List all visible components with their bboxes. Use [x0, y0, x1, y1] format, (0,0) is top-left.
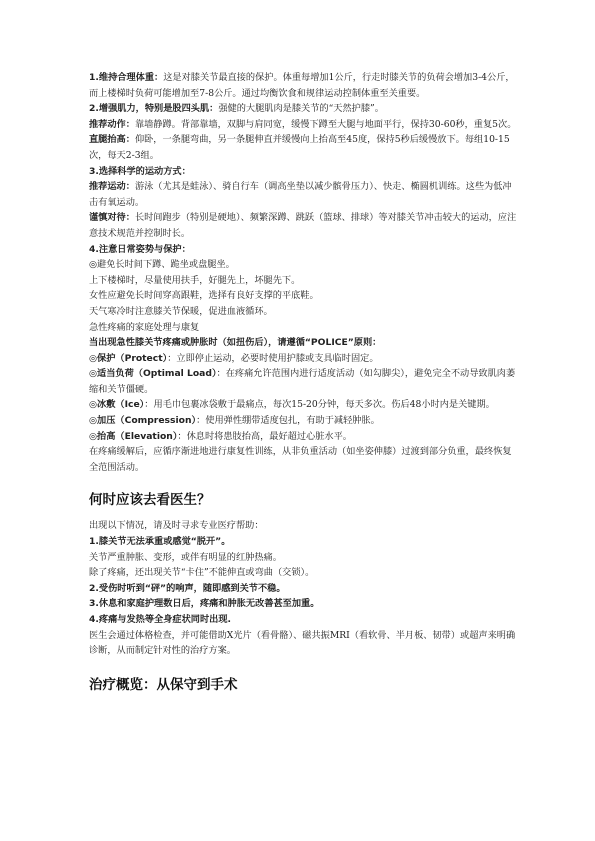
police-item-heading: ◎保护（Protect） [89, 352, 168, 364]
posture-item: 女性应避免长时间穿高跟鞋，选择有良好支撑的平底鞋。 [89, 290, 319, 302]
wall-squat-paragraph [89, 117, 519, 133]
doctor-item-heading: 3.休息和家庭护理数日后，疼痛和肿胀无改善甚至加重。 [89, 598, 320, 610]
diagnosis-paragraph: 医生会通过体格检查，并可能借助X光片（看骨骼）、磁共振MRI（看软骨、半月板、韧带）或超声来明确诊断，从而制定针对性的治疗方案。 [89, 629, 516, 657]
doctor-section-title: 何时应该去看医生？ [89, 492, 211, 509]
police-item-ice [89, 397, 519, 413]
leg-raise-heading: 直腿抬高： [89, 134, 135, 146]
strength-paragraph [89, 101, 519, 117]
caution-paragraph [89, 210, 519, 241]
police-item-elevation [89, 429, 519, 445]
caution-text: 长时间跑步（特别是硬地）、频繁深蹲、跳跃（篮球、排球）等对膝关节冲击较大的运动，应注意技术规范并控制时长。 [89, 212, 517, 239]
weight-text: 这是对膝关节最直接的保护。体重每增加1公斤，行走时膝关节的负荷会增加3-4公斤，而上楼梯时负荷可能增加至7-8公斤。通过均衡饮食和规律运动控制体重至关重要。 [89, 72, 515, 99]
posture-heading: 4.注意日常姿势与保护： [89, 243, 191, 255]
doctor-item-heading: 2.受伤时听到“砰”的响声，随即感到关节不稳。 [89, 582, 286, 594]
leg-raise-paragraph [89, 132, 519, 163]
home-care-subtitle: 急性疼痛的家庭处理与康复 [89, 321, 200, 333]
recommended-text: 游泳（尤其是蛙泳）、骑自行车（调高坐垫以减少髌骨压力）、快走、椭圆机训练。这些为低冲击有氧运动。 [89, 181, 512, 208]
posture-item: 上下楼梯时，尽量使用扶手，好腿先上，坏腿先下。 [89, 274, 301, 286]
police-item-heading: ◎加压（Compression） [89, 415, 197, 427]
weight-heading: 1.维持合理体重： [89, 72, 164, 83]
wall-squat-heading: 推荐动作： [89, 118, 135, 130]
police-item-text: ：立即停止运动，必要时使用护膝或支具临时固定。 [167, 352, 379, 364]
leg-raise-text: 仰卧，一条腿弯曲，另一条腿伸直并缓慢向上抬高至45度，保持5秒后缓慢放下。每组10-15次，每天2-3组。 [89, 134, 510, 161]
strength-heading: 2.增强肌力，特别是股四头肌： [89, 103, 219, 115]
strength-text: 强健的大腿肌肉是膝关节的“天然护膝”。 [218, 103, 384, 115]
doctor-item-heading: 4.疼痛与发热等全身症状同时出现. [89, 614, 231, 625]
rehab-paragraph: 在疼痛缓解后，应循序渐进地进行康复性训练，从非负重活动（如坐姿伸膝）过渡到部分负重，最终恢复全范围活动。 [89, 446, 512, 473]
police-item-heading: ◎冰敷（Ice） [89, 399, 145, 411]
doctor-item-heading: 1.膝关节无法承重或感觉“脱开”。 [89, 536, 231, 548]
wall-squat-text: 靠墙静蹲。背部靠墙，双脚与肩同宽，缓慢下蹲至大腿与地面平行，保持30-60秒，重复5次。 [134, 118, 517, 130]
recommended-heading: 推荐运动： [89, 181, 135, 193]
police-item-text: ：在疼痛允许范围内进行适度活动（如勾脚尖），避免完全不动导致肌肉萎缩和关节僵硬。 [89, 368, 516, 395]
police-item-heading: ◎适当负荷（Optimal Load） [89, 368, 217, 380]
police-item-text: ：使用弹性绷带适度包扎，有助于减轻肿胀。 [196, 415, 380, 427]
recommended-paragraph [89, 179, 519, 210]
police-item-text: ：休息时将患肢抬高，最好超过心脏水平。 [177, 430, 352, 442]
police-item-compression [89, 413, 519, 429]
doctor-item-detail: 关节严重肿胀、变形，或伴有明显的红肿热痛。 [89, 551, 282, 563]
police-item-heading: ◎抬高（Elevation） [89, 430, 178, 442]
exercise-heading: 3.选择科学的运动方式： [89, 165, 191, 177]
weight-paragraph [89, 70, 519, 101]
police-item-protect [89, 351, 519, 367]
police-item-text: ：用毛巾包裹冰袋敷于最痛点，每次15-20分钟，每天多次。伤后48小时内是关键期。 [144, 399, 495, 411]
posture-item: 天气寒冷时注意膝关节保暖，促进血液循环。 [89, 305, 273, 317]
police-intro: 当出现急性膝关节疼痛或肿胀时（如扭伤后），请遵循“POLICE”原则： [89, 337, 382, 349]
caution-heading: 谨慎对待： [89, 212, 135, 224]
doctor-item-detail: 除了疼痛，还出现关节“卡住”不能伸直或弯曲（交锁）。 [89, 567, 315, 579]
treatment-section-title: 治疗概览：从保守到手术 [89, 676, 238, 693]
posture-item: ◎避免长时间下蹲、跪坐或盘腿坐。 [89, 259, 235, 271]
doctor-intro: 出现以下情况，请及时寻求专业医疗帮助： [89, 520, 264, 532]
police-item-optimal-load [89, 366, 519, 397]
